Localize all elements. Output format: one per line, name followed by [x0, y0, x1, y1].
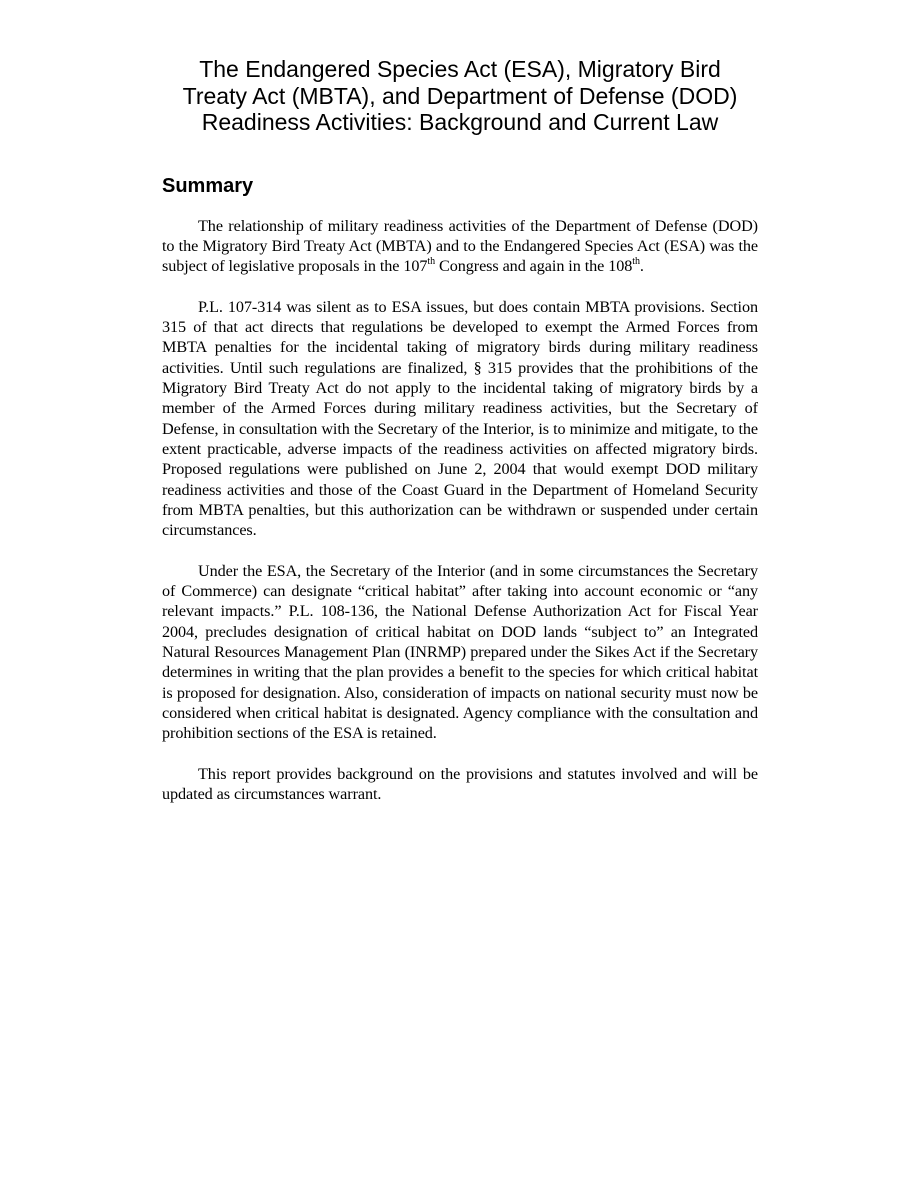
title-line-3: Readiness Activities: Background and Current Law	[201, 109, 719, 135]
summary-paragraph-2: P.L. 107-314 was silent as to ESA issues, but does contain MBTA provisions. Section 315 of that act directs that regulations be developed to exempt the Armed Forces from MBTA penalties for the incidental taking of migratory birds during military readiness activities. Until such regulations are finalized, § 315 provides that the prohibitions of the Migratory Bird Treaty Act do not apply to the incidental taking of migratory birds by a member of the Armed Forces during military readiness activities, but the Secretary of Defense, in consultation with the Secretary of the Interior, is to minimize and mitigate, to the extent practicable, adverse impacts of the readiness activities on affected migratory birds. Proposed regulations were published on June 2, 2004 that would exempt DOD military readiness activities and those of the Coast Guard in the Department of Homeland Security from MBTA penalties, but this authorization can be withdrawn or suspended under certain circumstances.	[162, 297, 758, 540]
summary-paragraph-3: Under the ESA, the Secretary of the Interior (and in some circumstances the Secretary of Commerce) can designate “critical habitat” after taking into account economic or “any relevant impacts.” P.L. 108-136, the National Defense Authorization Act for Fiscal Year 2004, precludes designation of critical habitat on DOD lands “subject to” an Integrated Natural Resources Management Plan (INRMP) prepared under the Sikes Act if the Secretary determines in writing that the plan provides a benefit to the species for which critical habitat is proposed for designation. Also, consideration of impacts on national security must now be considered when critical habitat is designated. Agency compliance with the consultation and prohibition sections of the ESA is retained.	[162, 561, 758, 743]
summary-paragraph-1	[162, 216, 758, 277]
p1-superscript-2: th	[632, 255, 640, 267]
p1-text-c: .	[639, 257, 644, 276]
title-line-2: Treaty Act (MBTA), and Department of Defense (DOD)	[182, 82, 738, 109]
p1-text-a: The relationship of military readiness activities of the Department of Defense (DOD) to the Migratory Bird Treaty Act (MBTA) and to the Endangered Species Act (ESA) was the subject of legislative proposals in the 107	[162, 216, 758, 276]
title-line-1: The Endangered Species Act (ESA), Migratory Bird	[199, 56, 721, 82]
p1-superscript-1: th	[427, 255, 436, 267]
document-title	[162, 56, 758, 136]
p1-text-b: Congress and again in the 108	[435, 257, 633, 276]
document-page	[162, 56, 758, 804]
summary-heading: Summary	[162, 174, 254, 197]
summary-paragraph-4: This report provides background on the provisions and statutes involved and will be updated as circumstances warrant.	[162, 764, 758, 804]
